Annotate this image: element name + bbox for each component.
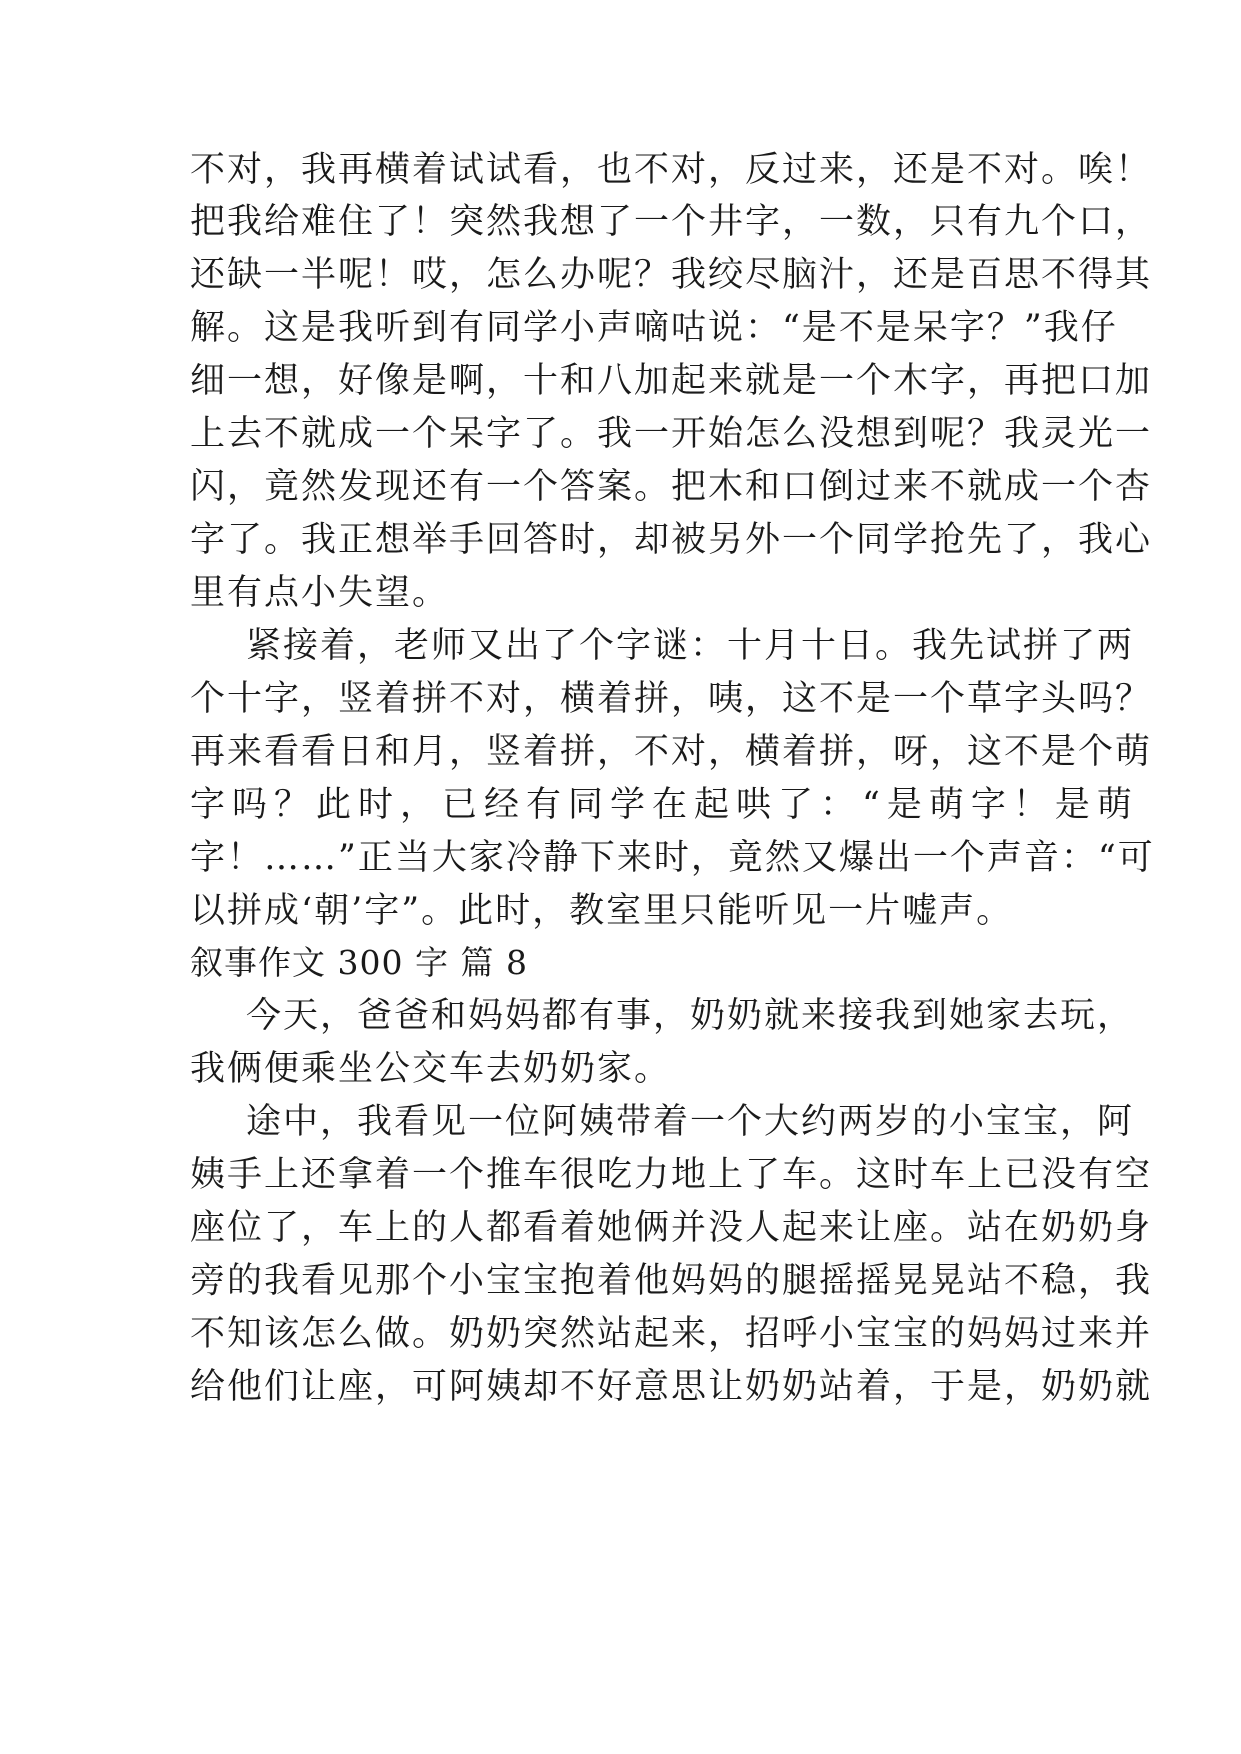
text-line: 字吗？此时，已经有同学在起哄了：“是萌字！是萌 bbox=[190, 785, 1139, 825]
text-line: 旁的我看见那个小宝宝抱着他妈妈的腿摇摇晃晃站不稳，我 bbox=[190, 1261, 1153, 1301]
text-line: 字了。我正想举手回答时，却被另外一个同学抢先了，我心 bbox=[190, 520, 1153, 560]
text-line: 途中，我看见一位阿姨带着一个大约两岁的小宝宝，阿 bbox=[246, 1102, 1135, 1142]
text-line: 不知该怎么做。奶奶突然站起来，招呼小宝宝的妈妈过来并 bbox=[190, 1314, 1153, 1354]
text-line: 解。这是我听到有同学小声嘀咕说：“是不是呆字？”我仔 bbox=[190, 308, 1118, 348]
section-heading: 叙事作文 300 字 篇 8 bbox=[190, 943, 528, 982]
text-line: 姨手上还拿着一个推车很吃力地上了车。这时车上已没有空 bbox=[190, 1155, 1153, 1195]
text-line: 个十字，竖着拼不对，横着拼，咦，这不是一个草字头吗？ bbox=[190, 679, 1153, 719]
text-line: 闪，竟然发现还有一个答案。把木和口倒过来不就成一个杏 bbox=[190, 467, 1153, 507]
text-line: 还缺一半呢！哎，怎么办呢？我绞尽脑汁，还是百思不得其 bbox=[190, 255, 1153, 295]
text-line: 不对，我再横着试试看，也不对，反过来，还是不对。唉！ bbox=[190, 150, 1153, 190]
text-line: 以拼成‘朝’字”。此时，教室里只能听见一片嘘声。 bbox=[190, 891, 1014, 931]
text-line: 今天，爸爸和妈妈都有事，奶奶就来接我到她家去玩， bbox=[246, 996, 1135, 1036]
text-line: 给他们让座，可阿姨却不好意思让奶奶站着，于是，奶奶就 bbox=[190, 1367, 1153, 1407]
text-line: 字！……”正当大家冷静下来时，竟然又爆出一个声音：“可 bbox=[190, 838, 1155, 878]
text-line: 里有点小失望。 bbox=[190, 573, 450, 613]
text-line: 再来看看日和月，竖着拼，不对，横着拼，呀，这不是个萌 bbox=[190, 732, 1153, 772]
text-line: 我俩便乘坐公交车去奶奶家。 bbox=[190, 1049, 672, 1089]
text-line: 细一想，好像是啊，十和八加起来就是一个木字，再把口加 bbox=[190, 361, 1153, 401]
text-line: 把我给难住了！突然我想了一个井字，一数，只有九个口， bbox=[190, 202, 1153, 242]
text-line: 上去不就成一个呆字了。我一开始怎么没想到呢？我灵光一 bbox=[190, 414, 1153, 454]
text-line: 紧接着，老师又出了个字谜：十月十日。我先试拼了两 bbox=[246, 626, 1135, 666]
text-line: 座位了，车上的人都看着她俩并没人起来让座。站在奶奶身 bbox=[190, 1208, 1153, 1248]
